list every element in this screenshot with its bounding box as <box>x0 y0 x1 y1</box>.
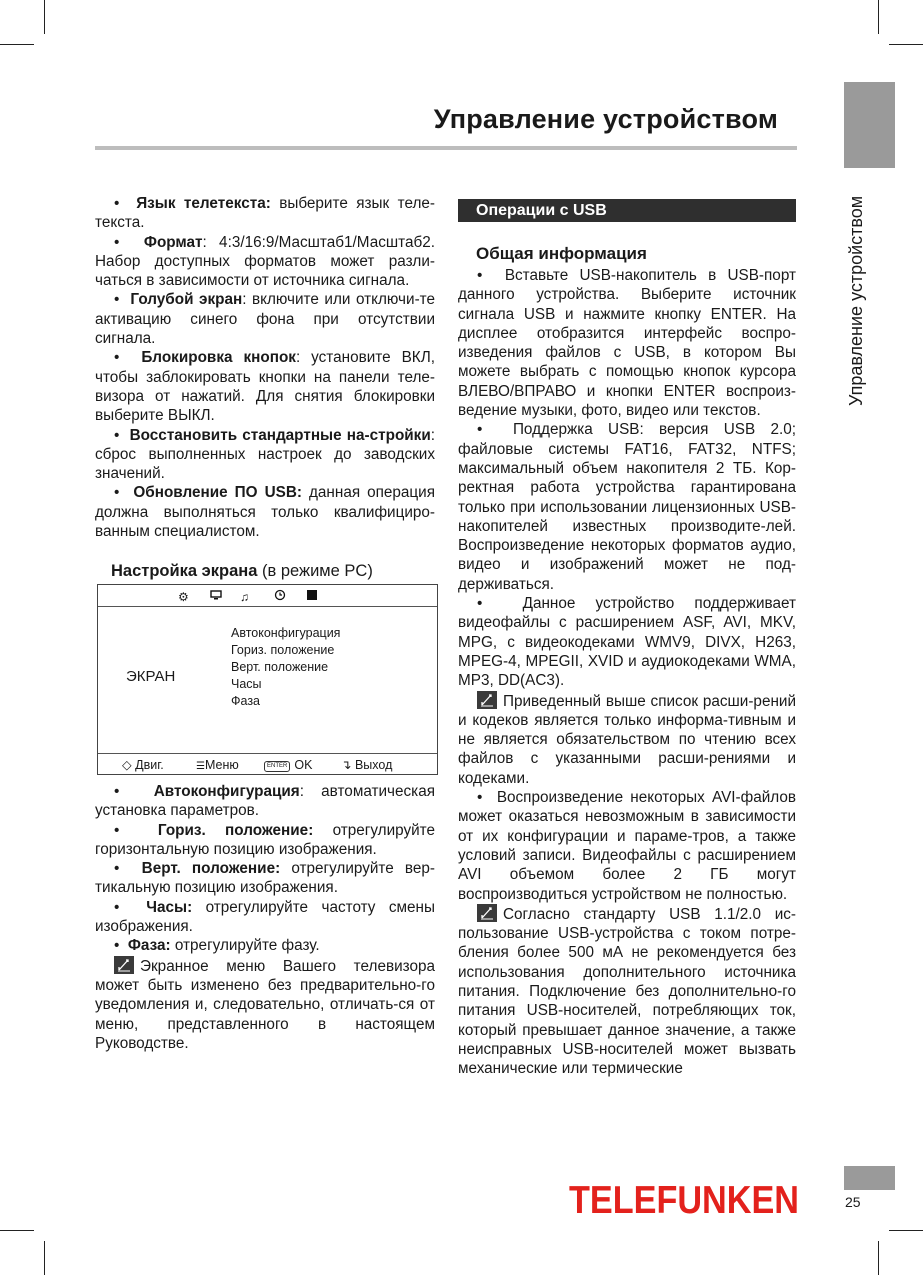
list-item: • Восстановить стандартные на-стройки: сброс выполненных настроек до заводских значений. <box>95 426 435 483</box>
list-item: • Гориз. положение: отрегулируйте горизонтальную позицию изображения. <box>95 821 435 858</box>
screen-category-label: ЭКРАН <box>126 668 176 685</box>
list-item: • Язык телетекста: выберите язык теле-текста. <box>95 195 435 232</box>
return-icon: ↴ <box>341 758 352 772</box>
clock-icon <box>274 588 286 606</box>
note-paragraph: Экранное меню Вашего телевизора может быть изменено без предварительно-го уведомления и, следовательно, отличать-ся от меню, представленного в настоящем Руководстве. <box>95 957 435 1052</box>
menu-key-icon: ☰ <box>196 761 205 772</box>
note-paragraph: Приведенный выше список расши-рений и кодеков является только информа-тивным и не является обязательством по чтению всех файлов с указанными расши-рениями и кодеками. <box>458 692 796 787</box>
telefunken-logo <box>569 1179 799 1222</box>
subheading-general: Общая информация <box>476 244 647 263</box>
list-item: • Обновление ПО USB: данная операция должна выполняться только квалифициро-ванным специалистом. <box>95 484 436 541</box>
menu-divider <box>98 606 437 607</box>
list-item: • Данное устройство поддерживает видеофайлы с расширением ASF, AVI, MKV, MPG, с видеокодеками WMV9, DIVX, H263, MPEG-4, MPEGII, XVID и аудиокодеками WMA, MP3, DD(AC3). <box>458 595 797 690</box>
screen-menu-list <box>231 625 340 710</box>
exit-hint: ↴ Выход <box>341 758 393 772</box>
menu-footer-hints <box>98 756 437 774</box>
page-number: 25 <box>845 1194 861 1210</box>
menu-item-autoconfig[interactable]: Автоконфигурация <box>231 626 341 640</box>
section-title-usb: Операции с USB <box>458 199 796 222</box>
gear-icon: ⚙ <box>178 590 189 604</box>
svg-text:TELEFUNKEN: TELEFUNKEN <box>569 1179 799 1222</box>
crop-mark <box>889 44 923 45</box>
list-item: • Формат: 4:3/16:9/Масштаб1/Масштаб2. Набор доступных форматов может разли-чаться в зависимости от источника сигнала. <box>95 233 435 290</box>
left-column <box>95 194 435 541</box>
list-item: • Поддержка USB: версия USB 2.0; файловые системы FAT16, FAT32, NTFS; максимальный объем накопителя 2 ТБ. Кор-ректная работа устройства гарантирована только при использовании лицензионных USB-накопителей известных производите-лей. Воспроизведение некоторых форматов аудио, видео и изображений может не под-держиваться. <box>458 421 797 593</box>
page-title: Управление устройством <box>433 104 778 134</box>
music-note-icon: ♫ <box>240 590 249 604</box>
crop-mark <box>44 0 45 34</box>
list-item: • Воспроизведение некоторых AVI-файлов может оказаться невозможным в зависимости от их конфигурации и параме-тров, а также условий записи. Видеофайлы с расширением AVI объемом более 2 ГБ могут воспроизводиться устройством не полностью. <box>458 789 796 903</box>
menu-item-clock[interactable]: Часы <box>231 677 262 691</box>
monitor-icon <box>210 588 222 606</box>
enter-key-icon: ENTER <box>264 761 290 772</box>
ok-hint: ENTER OK <box>264 756 312 774</box>
side-label: Управление устройством <box>846 195 866 406</box>
screen-menu-illustration <box>97 584 438 775</box>
menu-item-phase[interactable]: Фаза <box>231 694 260 708</box>
menu-hint: ☰Меню <box>196 758 239 772</box>
page-tab <box>844 1166 895 1190</box>
note-paragraph: Согласно стандарту USB 1.1/2.0 ис-пользование USB-устройства с током потре-бления более 500 мА не рекомендуется без использования дополнительного источника питания. Подключение без дополнительно-го питания USB-носителей, потребляющих ток, который превышает данное значение, а также неисправных USB-носителей может вызвать механические или термические <box>458 905 796 1078</box>
list-item: • Автоконфигурация: автоматическая установка параметров. <box>95 783 435 820</box>
menu-item-v-position[interactable]: Верт. положение <box>231 660 329 674</box>
note-icon <box>114 956 134 974</box>
crop-mark <box>44 1241 45 1275</box>
list-item: • Вставьте USB-накопитель в USB-порт данного устройства. Выберите источник сигнала USB и нажмите кнопку ENTER. На дисплее отобразится интерфейс воспро-изведения файлов с USB, в котором Вы можете выбрать с помощью кнопок курсора ВЛЕВО/ВПРАВО и кнопки ENTER воспроиз-ведение музыки, фото, видео или текстов. <box>458 267 796 420</box>
dpad-icon: ◇ <box>122 758 132 772</box>
menu-item-h-position[interactable]: Гориз. положение <box>231 643 335 657</box>
lock-icon <box>306 588 318 606</box>
crop-mark <box>889 1230 923 1231</box>
list-item: • Фаза: отрегулируйте фазу. <box>114 937 320 955</box>
left-column-lower <box>95 782 435 1053</box>
list-item: • Блокировка кнопок: установите ВКЛ, чтобы заблокировать кнопки на панели теле-визора от нажатий. Для снятия блокировки выберите ВЫКЛ. <box>95 349 435 425</box>
list-item: • Часы: отрегулируйте частоту смены изображения. <box>95 898 435 936</box>
move-hint: ◇ Двиг. <box>122 758 164 772</box>
header-divider <box>95 146 797 150</box>
crop-mark <box>0 1230 34 1231</box>
crop-mark <box>878 1241 879 1275</box>
crop-mark <box>0 44 34 45</box>
list-item: • Верт. положение: отрегулируйте вер-тикальную позицию изображения. <box>95 860 435 897</box>
note-icon <box>477 691 497 709</box>
note-icon <box>477 904 497 922</box>
menu-divider <box>98 753 437 754</box>
crop-mark <box>878 0 879 34</box>
list-item: • Голубой экран: включите или отключи-те активацию синего фона при отсутствии сигнала. <box>95 291 436 348</box>
menu-icon-row <box>178 588 338 606</box>
right-column <box>458 266 796 1078</box>
screen-settings-heading: Настройка экрана (в режиме PC) <box>111 562 373 580</box>
